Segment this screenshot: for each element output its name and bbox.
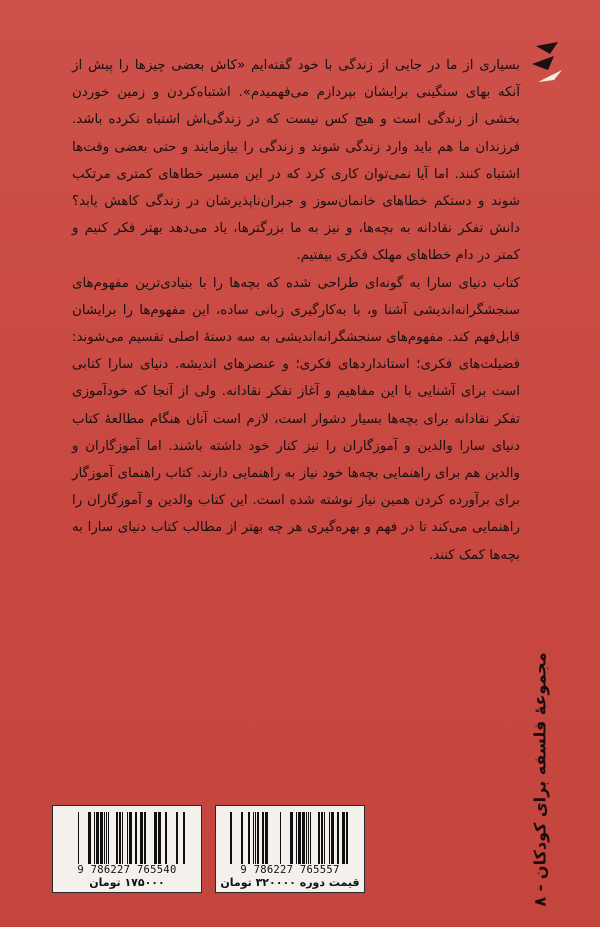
barcode-icon [67, 812, 187, 864]
barcode-digits: 9 786227 765557 [240, 864, 340, 876]
barcode-price: ۱۷۵۰۰۰ تومان [89, 876, 165, 889]
barcode-digits: 9 786227 765540 [77, 864, 177, 876]
series-title: مجموعهٔ فلسفه برای کودکان - ۸ [530, 651, 550, 907]
barcode-single [52, 805, 202, 893]
barcode-set [215, 805, 365, 893]
blurb [72, 52, 520, 569]
barcode-icon [230, 812, 350, 864]
blurb-paragraph-2: کتاب دنیای سارا به گونه‌ای طراحی شده که بچه‌ها را با بنیادی‌ترین مفهوم‌های سنجشگرانه‌اندیشی آشنا و، با به‌کارگیری زبانی ساده، این مفهوم‌ها را برایشان قابل‌فهم کند. مفهوم‌های سنجشگرانه‌اندیشی به سه دستهٔ اصلی تقسیم می‌شوند: فضیلت‌های فکری؛ استانداردهای فکری؛ و عنصرهای اندیشه. دنیای سارا کتابی است برای آشنایی با این مفاهیم و آغاز تفکر نقادانه. ولی از آنجا که خودآموزی تفکر نقادانه برای بچه‌ها بسیار دشوار است، لازم است آنان هنگام مطالعهٔ کتاب دنیای سارا والدین و آموزگاران را نیز کنار خود داشته باشند. اما آموزگاران و والدین هم برای راهنمایی بچه‌ها خود نیاز به راهنمایی دارند. کتاب راهنمای آموزگار برای برآورده کردن همین نیاز نوشته شده است. این کتاب والدین و آموزگاران را راهنمایی می‌کند تا در فهم و بهره‌گیری هر چه بهتر از مطالب کتاب دنیای سارا به بچه‌ها کمک کنند. [72, 275, 520, 563]
publisher-logo-icon [528, 40, 568, 84]
series-label [518, 651, 562, 907]
blurb-paragraph-1: بسیاری از ما در جایی از زندگی با خود گفته‌ایم «کاش بعضی چیزها را پیش از آنکه بهای سنگینی برایشان بپردازم می‌فهمیدم». اشتباه‌کردن و زمین خوردن بخشی از زندگی است و هیچ کس نیست که در زندگی‌اش اشتباه نکرده باشد. فرزندان ما هم باید وارد زندگی شوند و زندگی را بیازمایند و حتی بعضی وقت‌ها اشتباه کنند. اما آیا نمی‌توان کاری کرد که در این مسیر خطاهای کمتری مرتکب شوند و دستکم خطاهای خانمان‌سوز و جبران‌ناپذیرشان در زندگی کاهش یابد؟ دانش تفکر نقادانه به بچه‌ها، و نیز به ما بزرگترها، یاد می‌دهد بهتر فکر کنیم و کمتر در دام خطاهای مهلک فکری بیفتیم. [72, 58, 520, 264]
barcode-price: قیمت دوره ۳۲۰۰۰۰ تومان [220, 876, 360, 889]
